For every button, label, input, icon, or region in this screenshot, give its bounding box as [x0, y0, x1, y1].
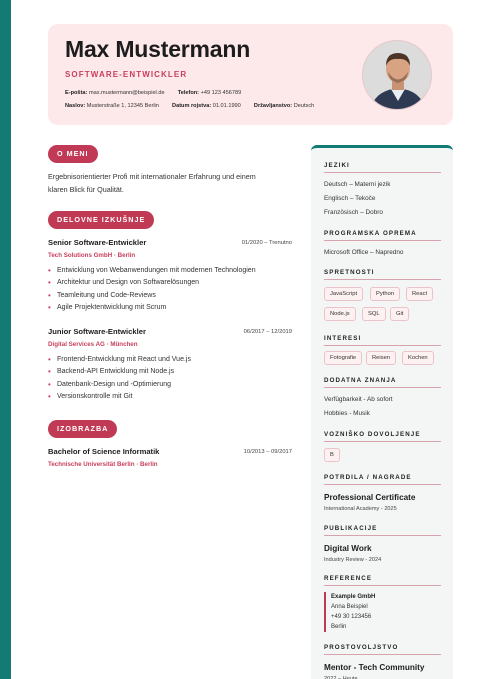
job-2-date: 06/2017 – 12/2019 [243, 329, 292, 335]
license-tag: B [324, 448, 340, 462]
sidebar-heading-additional: DODATNA ZNANJA [324, 377, 441, 388]
list-item: • Entwicklung von Webanwendungen mit modernen Technologien [48, 265, 256, 277]
software-item: Microsoft Office – Napredno [324, 249, 404, 256]
list-item: • Backend-API Entwicklung mit Node.js [48, 366, 191, 378]
language-item: Französisch – Dobro [324, 209, 383, 216]
volunteering-detail: 2022 – Heute [324, 676, 358, 679]
skill-tag: Node.js [324, 307, 356, 321]
job-2-bullets [48, 354, 191, 403]
certificate-title: Professional Certificate [324, 493, 416, 502]
header [48, 24, 453, 125]
phone-label: Telefon: [177, 90, 200, 96]
section-heading-experience: DELOVNE IZKUŠNJE [48, 211, 154, 229]
phone-value[interactable]: +49 123 456789 [200, 90, 242, 96]
about-text-line-2: klaren Blick für Qualität. [48, 185, 124, 194]
section-heading-education: IZOBRAZBA [48, 420, 117, 438]
education-degree: Bachelor of Science Informatik [48, 447, 160, 456]
language-item: Deutsch – Materni jezik [324, 181, 391, 188]
job-2-company: Digital Services AG · München [48, 341, 138, 348]
email-value[interactable]: max.mustermann@beispiel.de [88, 90, 165, 96]
education-school: Technische Universität Berlin · Berlin [48, 461, 158, 468]
sidebar-heading-certificates: POTRDILA / NAGRADE [324, 474, 441, 485]
job-1-bullets [48, 265, 256, 314]
interest-tag: Reisen [366, 351, 396, 365]
additional-item: Verfügbarkeit - Ab sofort [324, 396, 393, 403]
nationality-label: Državljanstvo: [253, 103, 293, 109]
list-item: • Architektur und Design von Softwarelösungen [48, 277, 256, 289]
publication-detail: Industry Review - 2024 [324, 557, 382, 563]
sidebar-heading-volunteering: PROSTOVOLJSTVO [324, 644, 441, 655]
sidebar [311, 145, 453, 679]
list-item: • Teamleitung und Code-Reviews [48, 290, 256, 302]
education-date: 10/2013 – 09/2017 [243, 449, 292, 455]
sidebar-heading-interests: INTERESI [324, 335, 441, 346]
sidebar-heading-publications: PUBLIKACIJE [324, 525, 441, 536]
section-heading-about: O MENI [48, 145, 98, 163]
address-value: Musterstraße 1, 12345 Berlin [86, 103, 159, 109]
sidebar-heading-license: VOZNIŠKO DOVOLJENJE [324, 431, 441, 442]
publication-title: Digital Work [324, 544, 372, 553]
left-accent-bar [0, 0, 11, 679]
list-item: • Agile Projektentwicklung mit Scrum [48, 302, 256, 314]
job-2-title: Junior Software-Entwickler [48, 327, 146, 336]
sidebar-heading-languages: JEZIKI [324, 162, 441, 173]
birth-label: Datum rojstva: [172, 103, 212, 109]
skill-tag: Git [390, 307, 409, 321]
list-item: • Datenbank-Design und -Optimierung [48, 379, 191, 391]
volunteering-title: Mentor - Tech Community [324, 663, 425, 672]
job-1-company: Tech Solutions GmbH · Berlin [48, 252, 136, 259]
contact-row-2 [65, 103, 314, 109]
additional-item: Hobbies - Musik [324, 410, 370, 417]
address-label: Naslov: [65, 103, 86, 109]
sidebar-heading-skills: SPRETNOSTI [324, 269, 441, 280]
reference-city: Berlin [331, 624, 347, 630]
interest-tag: Fotografie [324, 351, 362, 365]
person-name: Max Mustermann [65, 36, 251, 62]
sidebar-heading-software: PROGRAMSKA OPREMA [324, 230, 441, 241]
contact-row-1 [65, 90, 241, 96]
sidebar-heading-references: REFERENCE [324, 575, 441, 586]
nationality-value: Deutsch [293, 103, 315, 109]
certificate-detail: International Academy - 2025 [324, 506, 397, 512]
list-item: • Frontend-Entwicklung mit React und Vue.js [48, 354, 191, 366]
skill-tag: React [406, 287, 433, 301]
email-label: E-pošta: [65, 90, 88, 96]
skill-tag: SQL [362, 307, 386, 321]
skill-tag: JavaScript [324, 287, 363, 301]
list-item: • Versionskontrolle mit Git [48, 391, 191, 403]
birth-value: 01.01.1990 [212, 103, 241, 109]
reference-phone[interactable]: +49 30 123456 [331, 614, 372, 620]
skill-tag: Python [370, 287, 400, 301]
job-1-date: 01/2020 – Trenutno [241, 240, 292, 246]
job-1-title: Senior Software-Entwickler [48, 238, 147, 247]
reference-person: Anna Beispiel [331, 604, 368, 610]
job-title: SOFTWARE-ENTWICKLER [65, 70, 188, 79]
interest-tag: Kochen [402, 351, 434, 365]
reference-block [324, 592, 375, 632]
reference-company: Example GmbH [331, 594, 376, 600]
language-item: Englisch – Tekoče [324, 195, 376, 202]
profile-photo [362, 40, 432, 110]
about-text-line-1: Ergebnisorientierter Profi mit internationaler Erfahrung und einem [48, 172, 256, 181]
